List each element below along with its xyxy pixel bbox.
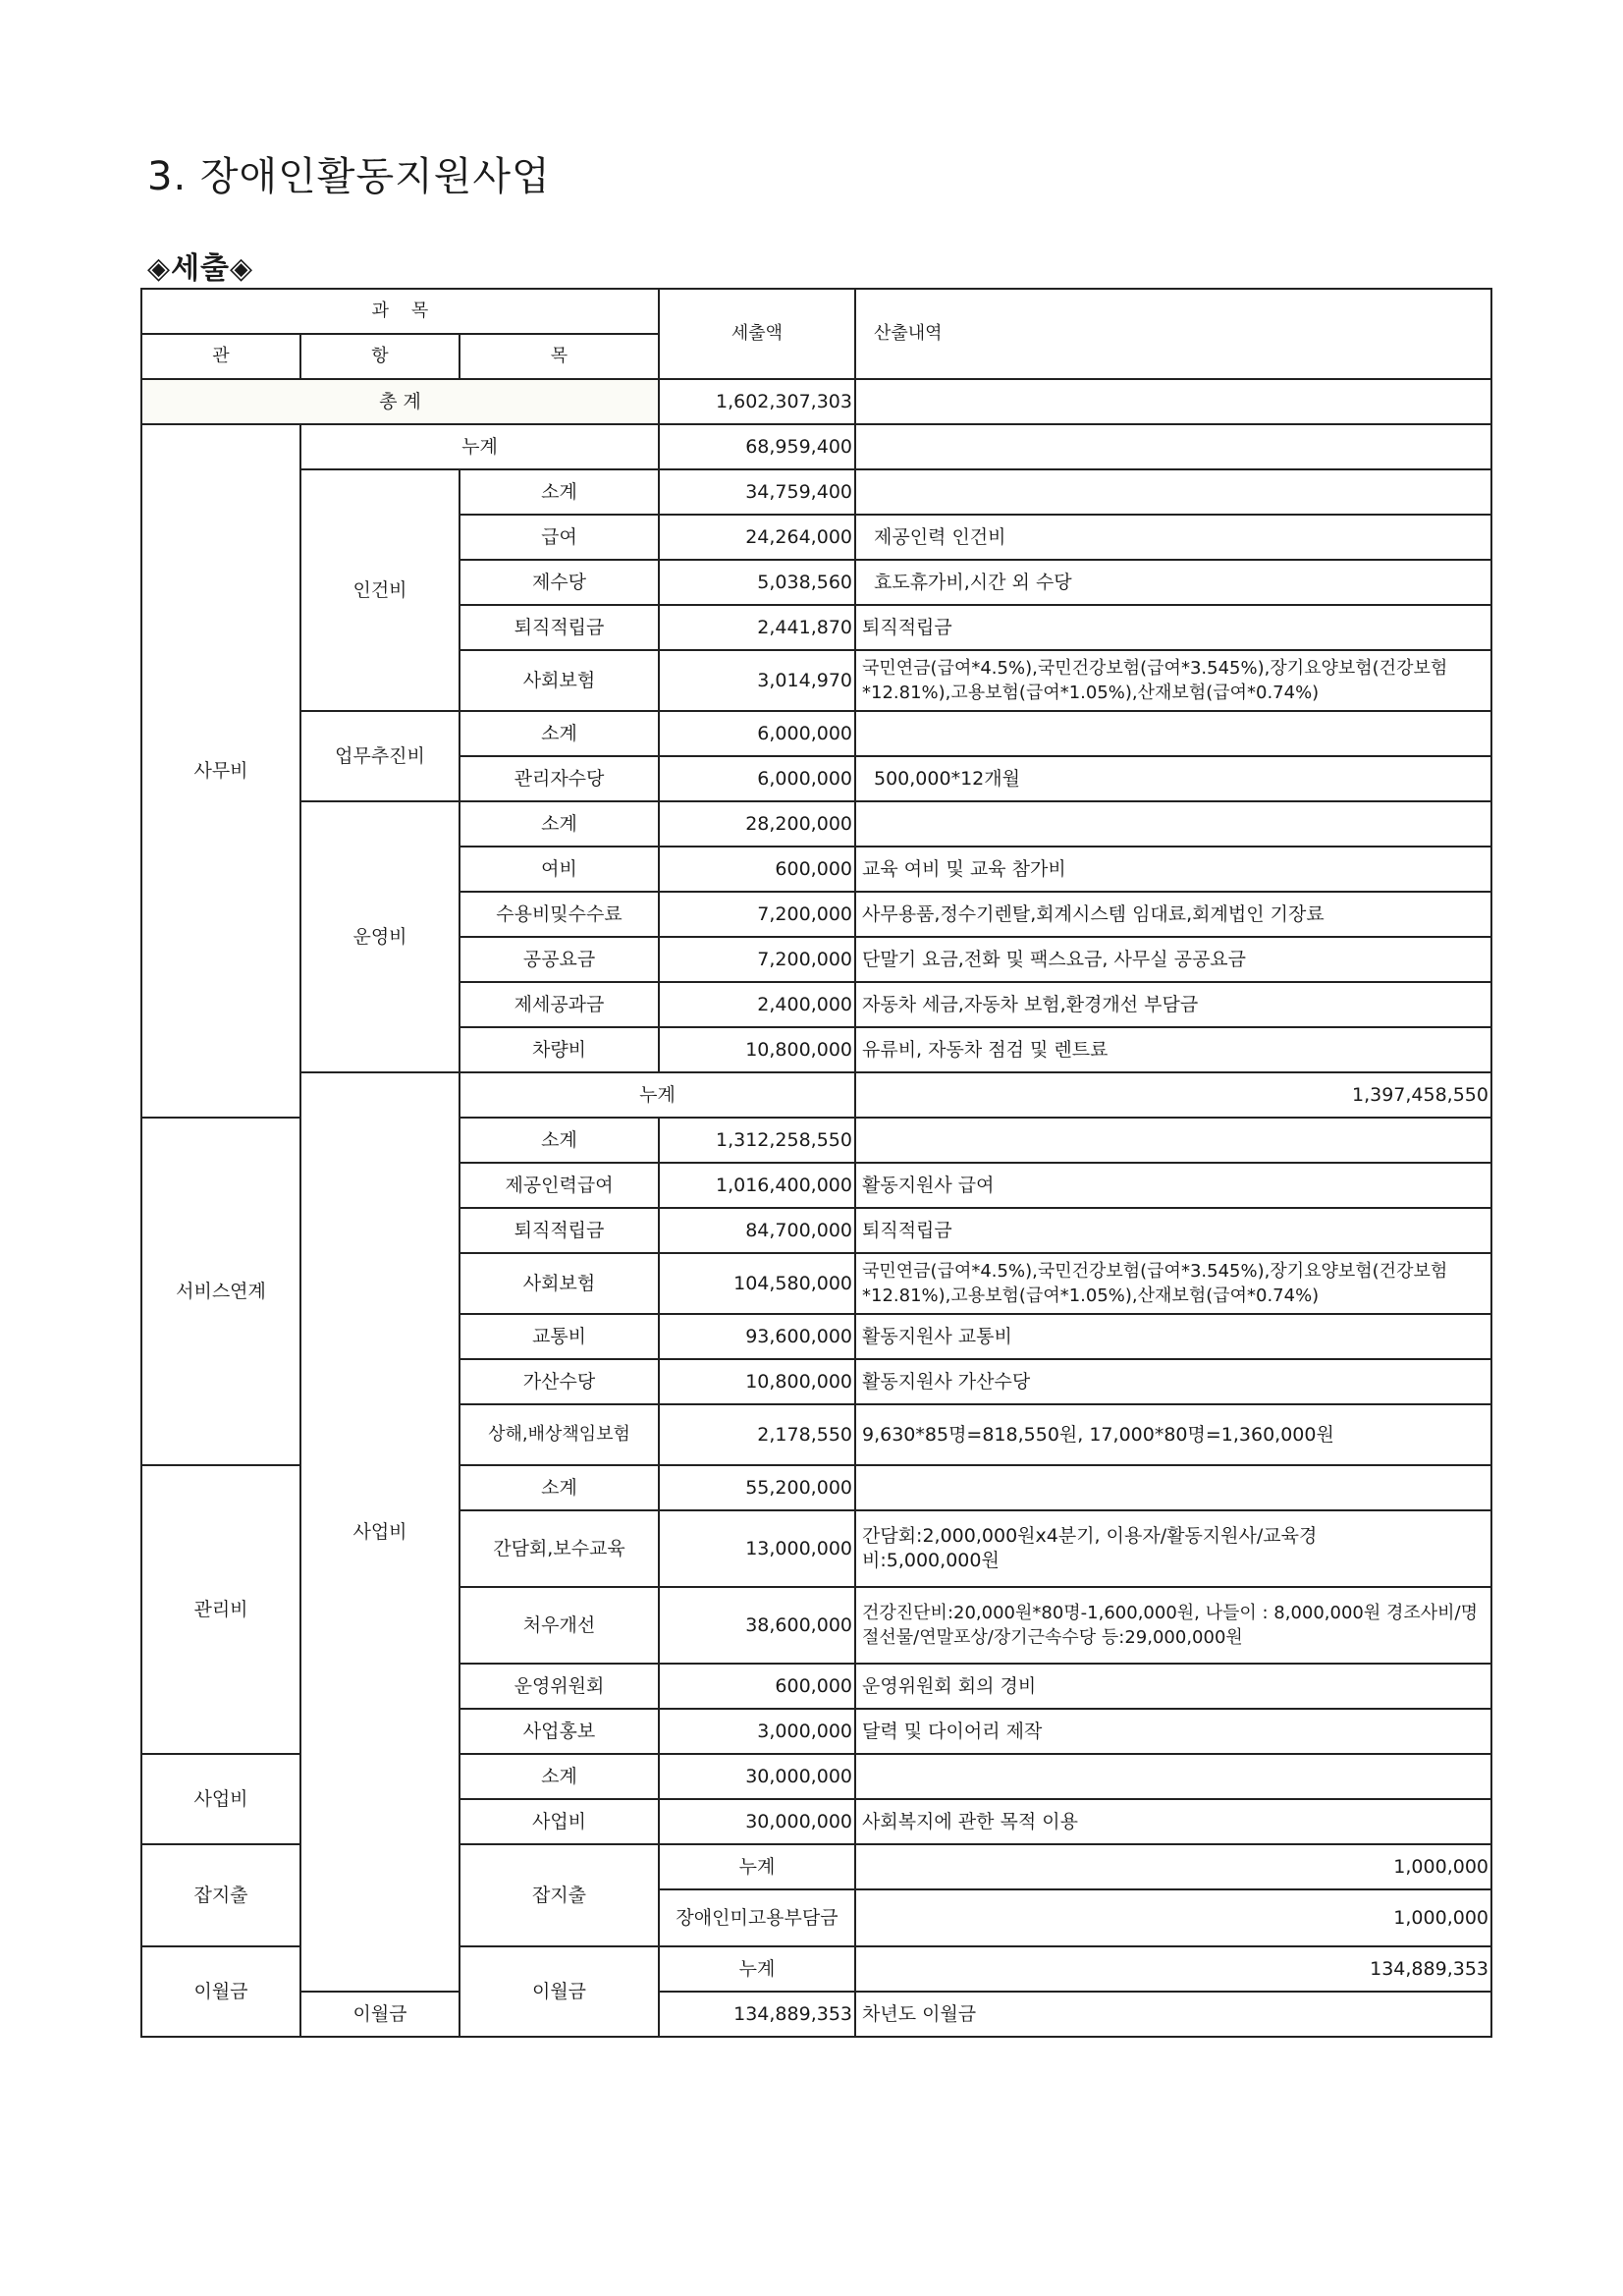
amount-cell: 10,800,000 [659,1359,855,1404]
detail-cell: 사무용품,정수기렌탈,회계시스템 임대료,회계법인 기장료 [855,892,1491,937]
header-row-1 [141,289,1491,334]
mok-cell: 사회보험 [460,1253,659,1314]
mok-cell: 소계 [460,1754,659,1799]
header-gwan: 관 [141,334,300,379]
hang-saeop: 사업비 [141,1754,300,1844]
budget-table [140,288,1492,2038]
mok-cell: 수용비및수수료 [460,892,659,937]
gwan-saeopbi: 사업비 [300,1072,460,1992]
detail-cell: 500,000*12개월 [855,756,1491,801]
detail-cell: 활동지원사 가산수당 [855,1359,1491,1404]
header-details: 산출내역 [855,289,1491,379]
table-row [141,801,1491,847]
mok-cell: 교통비 [460,1314,659,1359]
detail-cell [855,711,1491,756]
mok-cell: 제수당 [460,560,659,605]
mok-cell: 상해,배상책임보험 [460,1404,659,1465]
amount-cell: 3,000,000 [659,1709,855,1754]
saeopbi-nugye-label: 누계 [460,1072,855,1118]
amount-cell: 30,000,000 [659,1754,855,1799]
header-mok: 목 [460,334,659,379]
detail-cell: 운영위원회 회의 경비 [855,1664,1491,1709]
amount-cell: 1,397,458,550 [855,1072,1491,1118]
mok-cell: 사업비 [460,1799,659,1844]
total-amount: 1,602,307,303 [659,379,855,424]
header-subject: 과 목 [141,289,659,334]
amount-cell: 93,600,000 [659,1314,855,1359]
amount-cell: 55,200,000 [659,1465,855,1510]
mok-cell: 소계 [460,711,659,756]
amount-cell: 134,889,353 [659,1992,855,2037]
header-hang: 항 [300,334,460,379]
mok-cell: 장애인미고용부담금 [659,1889,855,1946]
detail-cell: 차년도 이월금 [855,1992,1491,2037]
mok-cell: 이월금 [300,1992,460,2037]
amount-cell: 34,759,400 [659,469,855,515]
detail-cell: 9,630*85명=818,550원, 17,000*80명=1,360,000원 [855,1404,1491,1465]
detail-cell: 활동지원사 급여 [855,1163,1491,1208]
mok-cell: 소계 [460,1465,659,1510]
amount-cell: 104,580,000 [659,1253,855,1314]
total-detail [855,379,1491,424]
mok-cell: 간담회,보수교육 [460,1510,659,1587]
amount-cell: 7,200,000 [659,892,855,937]
mok-cell: 퇴직적립금 [460,605,659,650]
header-amount: 세출액 [659,289,855,379]
table-row [141,424,1491,469]
amount-cell: 38,600,000 [659,1587,855,1664]
amount-cell: 28,200,000 [659,801,855,847]
table-row [141,711,1491,756]
amount-cell: 30,000,000 [659,1799,855,1844]
hang-ingeonbi: 인건비 [300,469,460,711]
detail-cell: 유류비, 자동차 점검 및 렌트료 [855,1027,1491,1072]
hang-japjichul: 잡지출 [460,1844,659,1946]
table-row [141,1072,1491,1118]
mok-cell: 급여 [460,515,659,560]
amount-cell: 1,000,000 [855,1844,1491,1889]
mok-cell: 관리자수당 [460,756,659,801]
total-row [141,379,1491,424]
detail-cell [855,1465,1491,1510]
amount-cell: 1,312,258,550 [659,1118,855,1163]
amount-cell: 1,000,000 [855,1889,1491,1946]
amount-cell: 84,700,000 [659,1208,855,1253]
hang-gwanri: 관리비 [141,1465,300,1754]
detail-cell: 활동지원사 교통비 [855,1314,1491,1359]
mok-cell: 누계 [659,1844,855,1889]
gwan-japjichul: 잡지출 [141,1844,300,1946]
amount-cell: 2,400,000 [659,982,855,1027]
mok-cell: 소계 [460,469,659,515]
mok-cell: 사회보험 [460,650,659,711]
amount-cell: 7,200,000 [659,937,855,982]
amount-cell: 600,000 [659,847,855,892]
amount-cell: 600,000 [659,1664,855,1709]
detail-cell [855,469,1491,515]
total-label: 총 계 [141,379,659,424]
detail-cell [855,424,1491,469]
detail-cell: 건강진단비:20,000원*80명-1,600,000원, 나들이 : 8,000,000원 경조사비/명절선물/연말포상/장기근속수당 등:29,000,000원 [855,1587,1491,1664]
gwan-iwolgeum: 이월금 [141,1946,300,2037]
mok-cell: 제세공과금 [460,982,659,1027]
table-row [141,469,1491,515]
mok-cell: 제공인력급여 [460,1163,659,1208]
mok-cell: 차량비 [460,1027,659,1072]
detail-cell: 효도휴가비,시간 외 수당 [855,560,1491,605]
detail-cell: 국민연금(급여*4.5%),국민건강보험(급여*3.545%),장기요양보험(건강보험*12.81%),고용보험(급여*1.05%),산재보험(급여*0.74%) [855,650,1491,711]
amount-cell: 10,800,000 [659,1027,855,1072]
hang-service: 서비스연계 [141,1118,300,1465]
mok-cell: 소계 [460,1118,659,1163]
mok-cell: 소계 [460,801,659,847]
detail-cell: 교육 여비 및 교육 참가비 [855,847,1491,892]
mok-cell: 퇴직적립금 [460,1208,659,1253]
amount-cell: 3,014,970 [659,650,855,711]
amount-cell: 6,000,000 [659,711,855,756]
amount-cell: 2,441,870 [659,605,855,650]
amount-cell: 13,000,000 [659,1510,855,1587]
detail-cell: 달력 및 다이어리 제작 [855,1709,1491,1754]
amount-cell: 2,178,550 [659,1404,855,1465]
gwan-samubi: 사무비 [141,424,300,1118]
mok-cell: 처우개선 [460,1587,659,1664]
section-title: ◈세출◈ [147,251,254,286]
mok-cell: 누계 [659,1946,855,1992]
mok-cell: 운영위원회 [460,1664,659,1709]
amount-cell: 24,264,000 [659,515,855,560]
hang-unyeong: 운영비 [300,801,460,1072]
detail-cell: 자동차 세금,자동차 보험,환경개선 부담금 [855,982,1491,1027]
amount-cell: 1,016,400,000 [659,1163,855,1208]
detail-cell: 간담회:2,000,000원x4분기, 이용자/활동지원사/교육경비:5,000,000원 [855,1510,1491,1587]
mok-cell: 가산수당 [460,1359,659,1404]
table-row [141,1992,1491,2037]
detail-cell: 퇴직적립금 [855,605,1491,650]
detail-cell: 퇴직적립금 [855,1208,1491,1253]
detail-cell: 사회복지에 관한 목적 이용 [855,1799,1491,1844]
detail-cell [855,1754,1491,1799]
amount-cell: 68,959,400 [659,424,855,469]
detail-cell [855,801,1491,847]
hang-upmu: 업무추진비 [300,711,460,801]
mok-cell: 사업홍보 [460,1709,659,1754]
amount-cell: 6,000,000 [659,756,855,801]
detail-cell [855,1118,1491,1163]
detail-cell: 국민연금(급여*4.5%),국민건강보험(급여*3.545%),장기요양보험(건강보험*12.81%),고용보험(급여*1.05%),산재보험(급여*0.74%) [855,1253,1491,1314]
mok-cell: 공공요금 [460,937,659,982]
page-title: 3. 장애인활동지원사업 [147,154,551,199]
hang-iwolgeum: 이월금 [460,1946,659,2037]
amount-cell: 5,038,560 [659,560,855,605]
detail-cell: 제공인력 인건비 [855,515,1491,560]
samubi-nugye-label: 누계 [300,424,659,469]
amount-cell: 134,889,353 [855,1946,1491,1992]
detail-cell: 단말기 요금,전화 및 팩스요금, 사무실 공공요금 [855,937,1491,982]
mok-cell: 여비 [460,847,659,892]
